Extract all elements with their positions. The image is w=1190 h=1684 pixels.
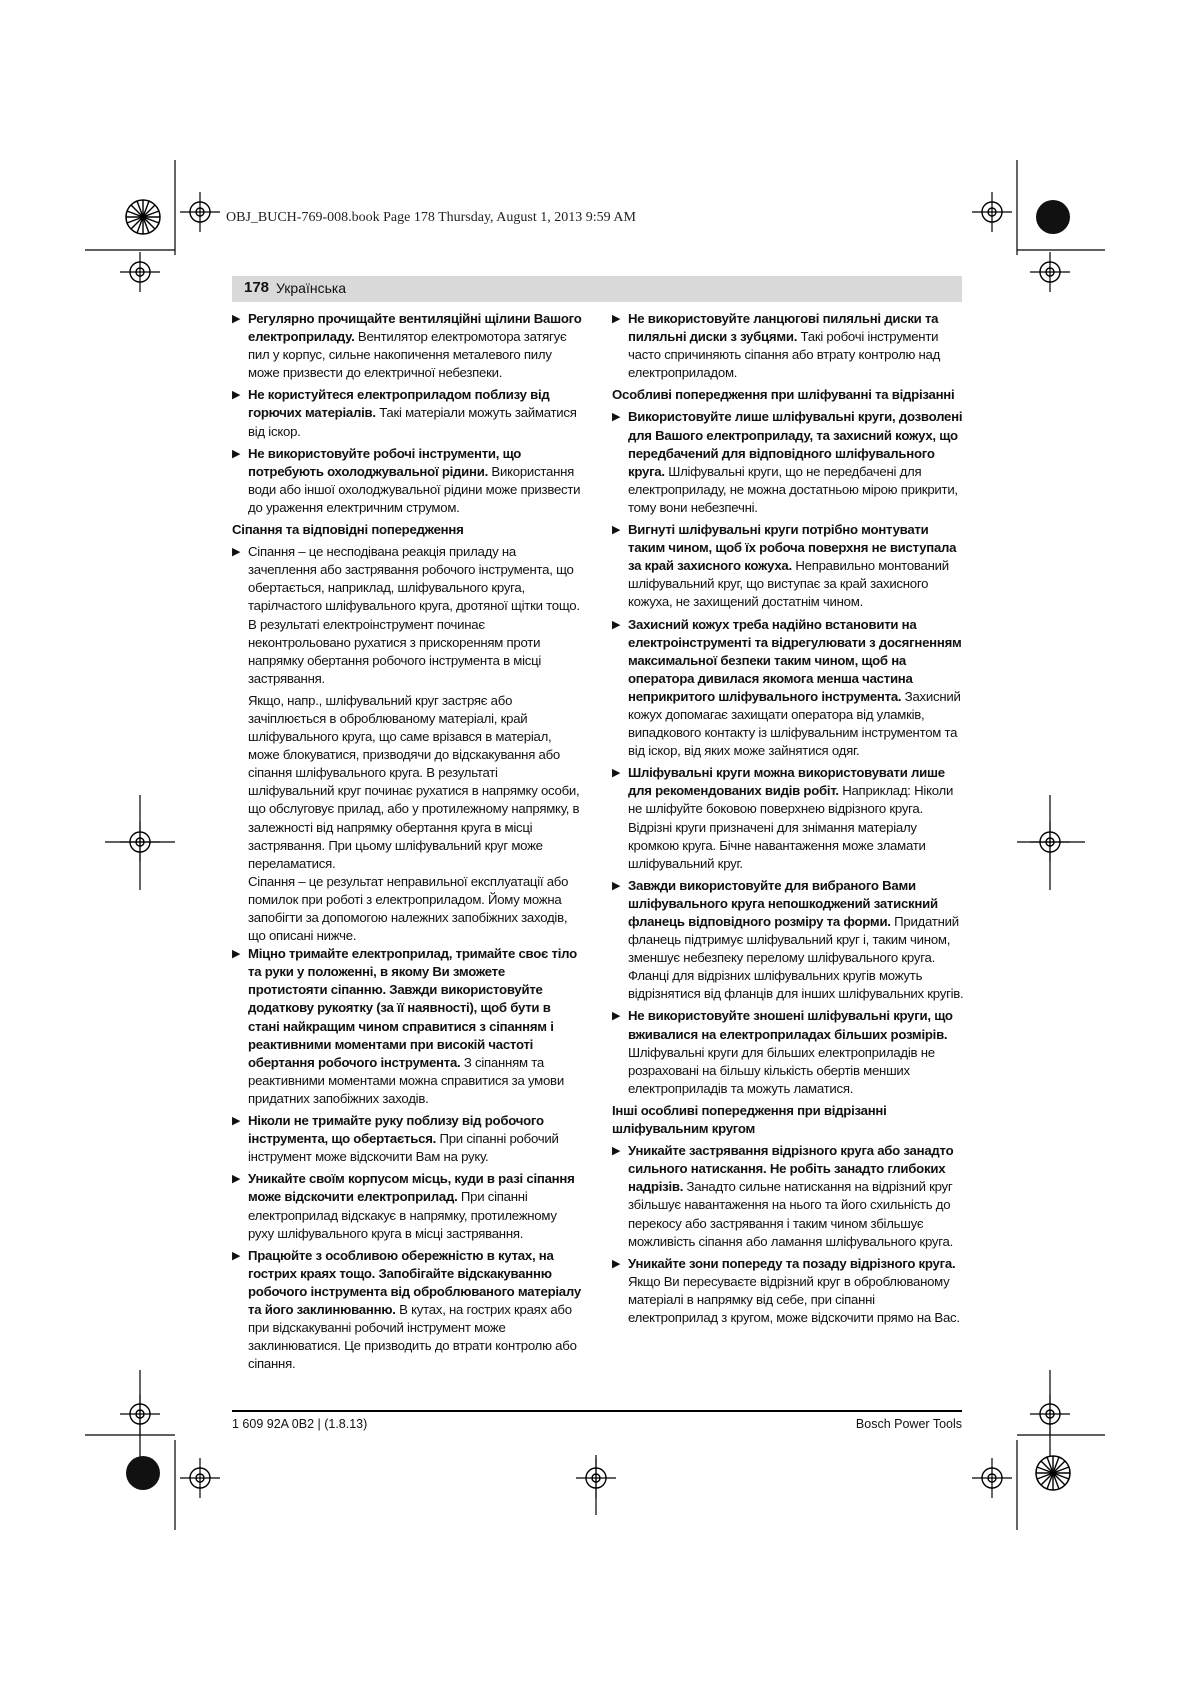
- warning-bold-text: Уникайте застрявання відрізного круга або занадто сильного натискання. Не робіть занадто глибоких надрізів.: [628, 1143, 954, 1195]
- bullet-arrow-icon: ▶: [612, 767, 621, 780]
- warning-bold-text: Ніколи не тримайте руку поблизу від робочого інструмента, що обертається.: [248, 1113, 544, 1147]
- warning-item: [612, 408, 966, 517]
- warning-item: [232, 386, 584, 440]
- bullet-arrow-icon: ▶: [232, 948, 241, 961]
- registration-star-icon: [1036, 1456, 1070, 1490]
- footer-brand: Bosch Power Tools: [855, 1417, 962, 1431]
- warning-item: [612, 310, 966, 382]
- warning-item: [612, 1255, 966, 1327]
- warning-item: [232, 1247, 584, 1374]
- section-heading: Сіпання та відповідні попередження: [232, 522, 464, 538]
- bullet-arrow-icon: ▶: [232, 1173, 241, 1186]
- warning-text: При сіпанні електроприлад відскакує в напрямку, протилежному руху шліфувального круга в місці застрявання.: [248, 1189, 557, 1241]
- warning-item: [612, 1007, 966, 1097]
- bullet-arrow-icon: ▶: [612, 1257, 621, 1270]
- warning-item: [612, 616, 966, 761]
- warning-bold-text: Шліфувальні круги можна використовувати лише для рекомендованих видів робіт.: [628, 765, 945, 799]
- right-column: [612, 310, 966, 1331]
- warning-text: В кутах, на гострих краях або при відскакуванні робочий інструмент може заклинюватися. Це призводить до втрати контролю або сіпання.: [248, 1301, 577, 1372]
- page-number: 178: [244, 279, 270, 296]
- warning-bold-text: Працюйте з особливою обережністю в кутах, на гострих краях тощо. Запобігайте відскакуванню робочого інструмента від оброблюваного матеріалу та його заклинюванню.: [248, 1247, 581, 1317]
- warning-bold-text: Міцно тримайте електроприлад, тримайте своє тіло та руки у положенні, в якому Ви зможете протистояти сіпанню. Завжди використовуйте додаткову рукоятку (за її наявності), щоб бути в стані найкращим чином справитися з сіпанням і реактивними моментами при високій частоті обертання робочого інструмента.: [248, 946, 577, 1070]
- warning-text: Сіпання – це несподівана реакція приладу на зачеплення або застрявання робочого інструмента, що обертається, наприклад, шліфувального круга, тарілчастого шліфувального круга, дротяної щітки тощо. В результаті електроінструмент починає неконтрольовано рухатися з прискоренням проти напрямку обертання робочого інструмента в місці застрявання.: [248, 544, 580, 686]
- warning-text: Такі робочі інструменти часто спричиняють сіпання або втрату контролю над електроприладом.: [628, 329, 941, 381]
- registration-solid-icon: [126, 1456, 160, 1490]
- warning-bold-text: Не використовуйте ланцюгові пиляльні диски та пиляльні диски з зубцями.: [628, 311, 939, 345]
- bullet-arrow-icon: ▶: [612, 411, 621, 424]
- warning-item: [232, 310, 584, 382]
- section-heading: Особливі попередження при шліфуванні та відрізанні: [612, 387, 955, 403]
- warning-text: Вентилятор електромотора затягує пил у корпус, сильне накопичення металевого пилу може призвести до електричної небезпеки.: [248, 329, 567, 381]
- warning-bold-text: Уникайте зони попереду та позаду відрізного круга.: [628, 1255, 956, 1271]
- bullet-arrow-icon: ▶: [612, 879, 621, 892]
- warning-bold-text: Не використовуйте робочі інструменти, що потребують охолоджувальної рідини.: [248, 445, 522, 479]
- bullet-arrow-icon: ▶: [232, 313, 241, 325]
- registration-solid-icon: [1036, 200, 1070, 234]
- warning-text: Такі матеріали можуть займатися від іскор.: [248, 405, 577, 439]
- warning-item: [612, 877, 966, 1004]
- warning-text: Шліфувальні круги для більших електроприладів не розраховані на більшу кількість обертів менших електроприладів та можуть ламатися.: [628, 1044, 935, 1096]
- footer-divider: [232, 1410, 962, 1412]
- paragraph: Якщо, напр., шліфувальний круг застряє або зачіплюється в оброблюваному матеріалі, край шліфувального круга, що саме врізався в матеріал, може блокуватися, призводячи до відскакування або сіпання шліфувального круга. В результаті шліфувальний круг починає рухатися в напрямку особи, що обслуговує прилад, або у протилежному напрямку, в залежності від напрямку обертання круга в місці застрявання. При цьому шліфувальний круг може переламатися.: [248, 692, 580, 871]
- warning-bold-text: Уникайте своїм корпусом місць, куди в разі сіпання може відскочити електроприлад.: [248, 1171, 575, 1205]
- bullet-arrow-icon: ▶: [612, 524, 621, 537]
- bullet-arrow-icon: ▶: [612, 1145, 621, 1158]
- section-language: Українська: [276, 280, 347, 296]
- registration-star-icon: [126, 200, 160, 234]
- warning-item: [612, 764, 966, 873]
- warning-text: Шліфувальні круги, що не передбачені для електроприладу, не можна достатньою мірою прикрити, тому вони небезпечні.: [628, 463, 958, 515]
- warning-item: [232, 945, 584, 1108]
- left-column: [232, 310, 584, 1377]
- warning-text: Занадто сильне натискання на відрізний круг збільшує навантаження на нього та його схильність до перекосу або застрявання і таким чином збільшує можливість сіпання або ламання шліфувального круга.: [628, 1179, 954, 1249]
- warning-item: [232, 543, 584, 688]
- bullet-arrow-icon: ▶: [612, 1010, 621, 1023]
- page-header: [232, 276, 962, 302]
- warning-text: Захисний кожух допомагає захищати оператора від уламків, випадкового контакту із шліфувальним інструментом та від іскор, від яких може зайнятися одяг.: [628, 688, 961, 759]
- warning-bold-text: Використовуйте лише шліфувальні круги, дозволені для Вашого електроприладу, та захисний кожух, що передбачений для відповідного шліфувального круга.: [628, 409, 963, 479]
- warning-item: [232, 1170, 584, 1242]
- warning-bold-text: Регулярно прочищайте вентиляційні щілини Вашого електроприладу.: [248, 311, 582, 345]
- warning-text: Придатний фланець підтримує шліфувальний круг і, таким чином, зменшує небезпеку перелому шліфувального круга. Фланці для відрізних шліфувальних кругів можуть відрізнятися від фланців для інших шліфувальних кругів.: [628, 914, 964, 1002]
- warning-bold-text: Вигнуті шліфувальні круги потрібно монтувати таким чином, щоб їх робоча поверхня не виступала за край захисного кожуха.: [628, 522, 957, 574]
- paragraph: Сіпання – це результат неправильної експлуатації або помилок при роботі з електроприладом. Йому можна запобігти за допомогою належних запобіжних заходів, що описані нижче.: [248, 873, 569, 944]
- warning-bold-text: Завжди використовуйте для вибраного Вами шліфувального круга непошкоджений затискний фланець відповідного розміру та форми.: [628, 877, 938, 929]
- warning-item: [232, 445, 584, 517]
- section-heading: Інші особливі попередження при відрізанні шліфувальним кругом: [612, 1102, 887, 1137]
- print-slug: OBJ_BUCH-769-008.book Page 178 Thursday, August 1, 2013 9:59 AM: [226, 210, 636, 225]
- bullet-arrow-icon: ▶: [612, 618, 621, 631]
- warning-bold-text: Не використовуйте зношені шліфувальні круги, що вживалися на електроприладах більших розмірів.: [628, 1008, 953, 1042]
- warning-bold-text: Не користуйтеся електроприладом поблизу від горючих матеріалів.: [248, 387, 550, 421]
- warning-item: [612, 1142, 966, 1251]
- warning-text: Наприклад: Ніколи не шліфуйте боковою поверхнею відрізного круга. Відрізні круги призначені для знімання матеріалу кромкою круга. Бічне навантаження може зламати шліфувальний круг.: [628, 783, 954, 871]
- warning-bold-text: Захисний кожух треба надійно встановити на електроінструменті та відрегулювати з досягненням максимальної безпеки таким чином, щоб на оператора дивилася якомога менша частина неприкритого шліфувального інструмента.: [628, 616, 962, 704]
- warning-text: Неправильно монтований шліфувальний круг, що виступає за край захисного кожуха, не захищений достатнім чином.: [628, 558, 949, 610]
- bullet-arrow-icon: ▶: [232, 447, 241, 460]
- bullet-arrow-icon: ▶: [232, 1249, 241, 1262]
- warning-text: При сіпанні робочий інструмент може відскочити Вам на руку.: [248, 1131, 559, 1165]
- bullet-arrow-icon: ▶: [232, 546, 241, 559]
- footer-doc-id: 1 609 92A 0B2 | (1.8.13): [232, 1417, 368, 1431]
- warning-text: З сіпанням та реактивними моментами можна справитися за умови придатних запобіжних заходів.: [248, 1054, 564, 1106]
- warning-item: [232, 1112, 584, 1166]
- warning-text: Використання води або іншої охолоджувальної рідини може призвести до ураження електричним струмом.: [248, 463, 581, 515]
- warning-text: Якщо Ви пересуваєте відрізний круг в оброблюваному матеріалі в напрямку від себе, при сіпанні електроприлад з кругом, може відскочити прямо на Вас.: [628, 1273, 960, 1325]
- bullet-arrow-icon: ▶: [612, 313, 621, 325]
- bullet-arrow-icon: ▶: [232, 389, 241, 402]
- bullet-arrow-icon: ▶: [232, 1115, 241, 1128]
- warning-item: [612, 521, 966, 611]
